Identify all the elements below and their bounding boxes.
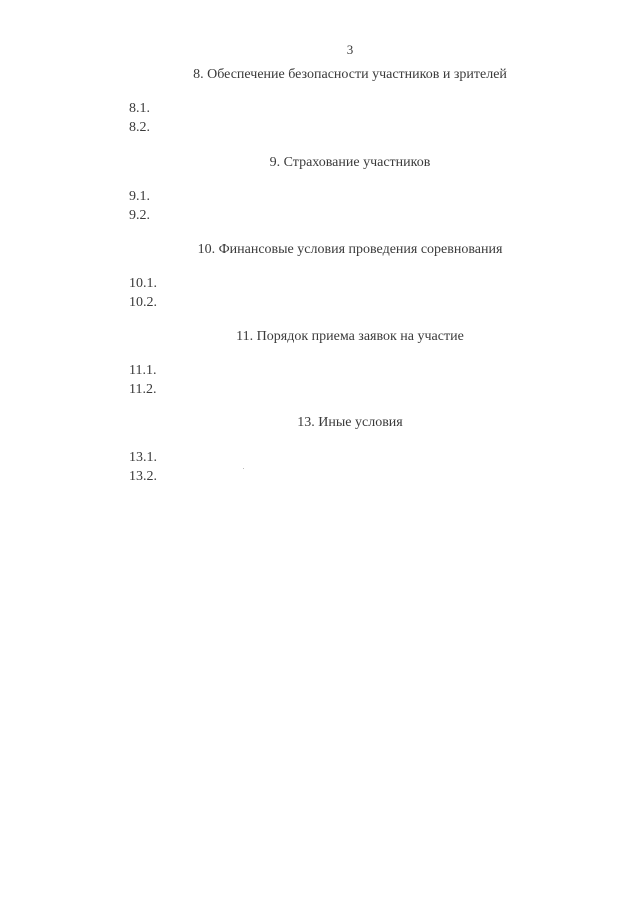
- scan-speck: [243, 468, 244, 469]
- list-item: 10.2.: [129, 295, 157, 310]
- section-heading-safety: 8. Обеспечение безопасности участников и зрителей: [193, 67, 507, 82]
- section-heading-insurance: 9. Страхование участников: [269, 155, 431, 170]
- section-heading-finance: 10. Финансовые условия проведения соревнования: [197, 242, 503, 257]
- section-items-other-conditions: [129, 448, 157, 486]
- list-item: 9.1.: [129, 189, 150, 204]
- list-item: 11.2.: [129, 382, 157, 397]
- section-items-finance: [129, 274, 157, 312]
- section-items-applications: [129, 361, 156, 399]
- section-items-insurance: [129, 187, 150, 225]
- list-item: 13.1.: [129, 450, 157, 465]
- section-heading-applications: 11. Порядок приема заявок на участие: [236, 329, 464, 344]
- list-item: 8.1.: [129, 101, 150, 116]
- page-number: 3: [346, 42, 354, 57]
- section-heading-other-conditions: 13. Иные условия: [297, 415, 403, 430]
- section-items-safety: [129, 99, 150, 137]
- list-item: 9.2.: [129, 208, 150, 223]
- list-item: 8.2.: [129, 120, 150, 135]
- list-item: 11.1.: [129, 363, 157, 378]
- list-item: 10.1.: [129, 276, 157, 291]
- list-item: 13.2.: [129, 469, 157, 484]
